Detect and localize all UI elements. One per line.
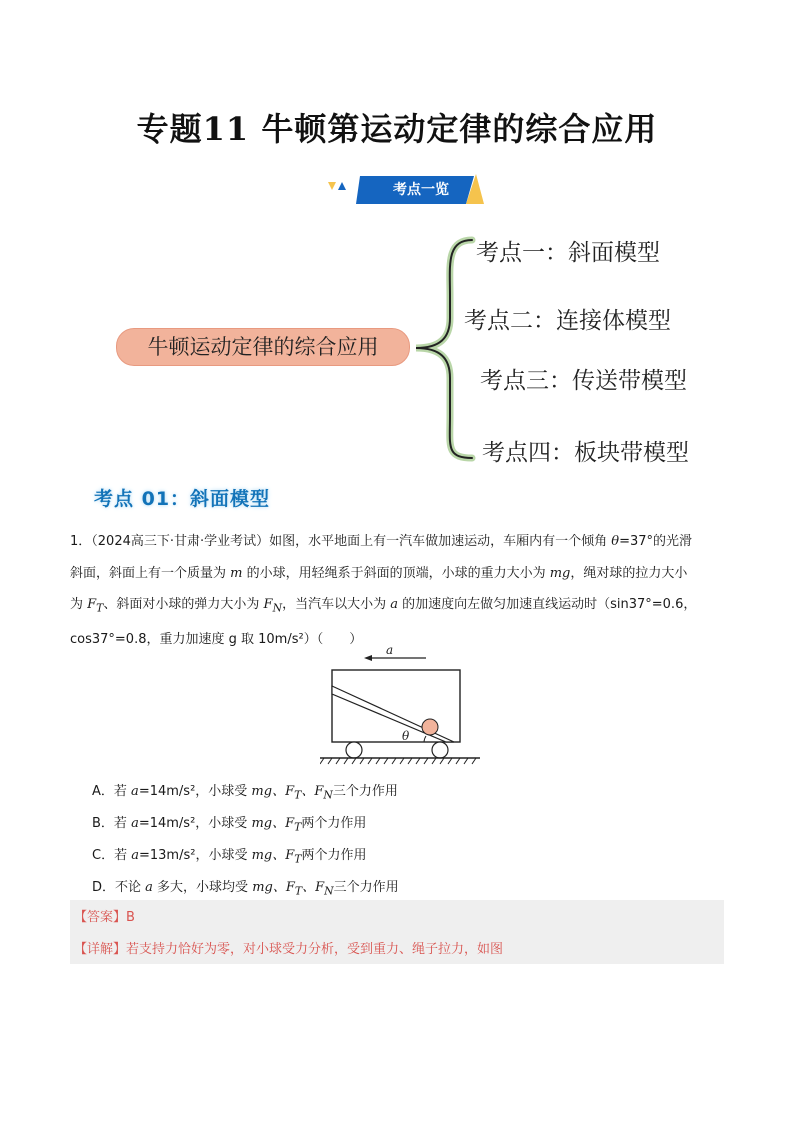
- var-FT-sub: T: [96, 601, 104, 615]
- option-letter: B．: [92, 816, 114, 831]
- answer-box: [70, 900, 724, 964]
- answer-value: B: [126, 910, 135, 925]
- answer-line: [74, 906, 135, 925]
- banner-label: 考点一览: [393, 182, 449, 198]
- car-diagram: [320, 644, 484, 768]
- wheel-right: [432, 742, 448, 758]
- option-text: 多大，小球均受: [152, 880, 253, 895]
- option-c[interactable]: [92, 844, 367, 866]
- option-sub: N: [323, 788, 333, 802]
- ground-hatch: [320, 758, 476, 764]
- option-var: a: [145, 880, 153, 895]
- section-heading: 考点 01：斜面模型: [94, 488, 271, 510]
- option-text: 若: [114, 848, 132, 863]
- detail-line: [74, 938, 503, 957]
- mindmap-branch-4: 考点四：板块带模型: [482, 440, 689, 466]
- question-text-segment: =37°的光滑: [619, 534, 693, 549]
- mindmap-branch-3: 考点三：传送带模型: [480, 368, 687, 394]
- question-text-segment: ，当汽车以大小为: [282, 597, 391, 612]
- question-line-2: [70, 558, 724, 590]
- mindmap-branch-1: 考点一：斜面模型: [476, 240, 660, 266]
- question-figure: [320, 644, 484, 768]
- option-letter: D．: [92, 880, 116, 895]
- option-forces: 、F: [302, 880, 325, 895]
- option-text: 不论: [115, 880, 146, 895]
- accel-label: a: [386, 644, 394, 657]
- option-letter: C．: [92, 848, 115, 863]
- question-text-segment: 的加速度向左做匀加速直线运动时（sin37°=0.6，: [397, 597, 697, 612]
- overview-banner: [326, 172, 488, 208]
- question-text-segment: 的小球，用轻绳系于斜面的顶端，小球的重力大小为: [242, 565, 550, 581]
- mindmap-branch-2: 考点二：连接体模型: [464, 308, 671, 334]
- question-line-1: [70, 526, 724, 558]
- option-text: 若: [113, 784, 132, 799]
- option-var: a: [131, 816, 139, 831]
- option-forces: mg、F: [252, 880, 295, 895]
- question-text-segment: 如图，水平地面上有一汽车做加速运动，车厢内有一个倾角: [269, 534, 612, 549]
- incline: [332, 686, 454, 742]
- var-m: m: [230, 565, 243, 581]
- var-theta: θ: [611, 534, 620, 549]
- option-a[interactable]: [92, 780, 398, 802]
- option-text: 两个力作用: [301, 816, 367, 831]
- page-title: 专题11 牛顿第运动定律的综合应用: [136, 110, 658, 148]
- accel-arrowhead: [364, 655, 372, 661]
- detail-tag: 【详解】: [74, 942, 127, 957]
- banner-triangle-blue: [338, 182, 346, 190]
- question-number: 1．: [70, 534, 92, 549]
- question-text-segment: 、斜面对小球的弹力大小为: [103, 597, 264, 612]
- option-text: 两个力作用: [301, 848, 367, 863]
- question-source: （2024高三下·甘肃·学业考试）: [91, 534, 270, 549]
- var-FN-sub: N: [272, 601, 283, 615]
- var-FN: F: [263, 597, 273, 612]
- question-text-segment: 为: [70, 597, 88, 612]
- question-line-3: [70, 589, 724, 624]
- option-forces: mg、F: [251, 784, 295, 799]
- var-FT: F: [87, 597, 97, 612]
- option-text: 三个力作用: [332, 784, 398, 799]
- detail-text: 若支持力恰好为零，对小球受力分析，受到重力、绳子拉力，如图: [126, 942, 504, 957]
- wheel-left: [346, 742, 362, 758]
- question-text-segment: ，绳对球的拉力大小: [570, 565, 688, 581]
- option-text: =14m/s²，小球受: [138, 784, 252, 799]
- option-forces: mg、F: [251, 816, 295, 831]
- option-sub: T: [294, 820, 302, 834]
- answer-tag: 【答案】: [74, 910, 127, 925]
- angle-arc: [424, 736, 426, 742]
- car-body: [332, 670, 460, 742]
- option-sub: T: [294, 852, 302, 866]
- option-text: =14m/s²，小球受: [138, 816, 252, 831]
- question-text: [70, 526, 724, 656]
- option-d[interactable]: [92, 876, 399, 898]
- option-sub: T: [294, 788, 302, 802]
- option-forces: 、F: [301, 784, 324, 799]
- var-mg: mg: [549, 565, 571, 581]
- option-text: 若: [113, 816, 132, 831]
- option-forces: mg、F: [251, 848, 295, 863]
- mindmap-root: 牛顿运动定律的综合应用: [116, 328, 410, 366]
- option-sub: N: [324, 884, 334, 898]
- ball: [422, 719, 438, 735]
- question-line-4: cos37°=0.8，重力加速度 g 取 10m/s²）（ ）: [70, 632, 363, 648]
- question-text-segment: 斜面，斜面上有一个质量为: [70, 565, 231, 581]
- banner-triangle-yellow: [328, 182, 336, 190]
- var-a: a: [390, 597, 398, 612]
- option-b[interactable]: [92, 812, 366, 834]
- option-text: =13m/s²，小球受: [138, 848, 252, 863]
- option-text: 三个力作用: [333, 880, 399, 895]
- option-sub: T: [294, 884, 303, 898]
- option-letter: A．: [92, 784, 114, 799]
- mindmap: [110, 226, 710, 470]
- option-var: a: [131, 784, 139, 799]
- option-var: a: [131, 848, 139, 863]
- angle-label: θ: [402, 729, 410, 743]
